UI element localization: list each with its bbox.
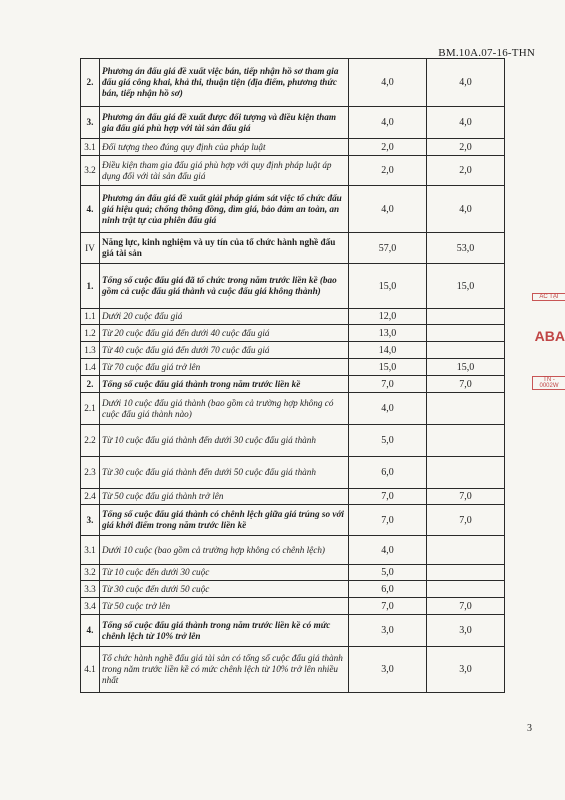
row-number: 2.3	[81, 457, 100, 489]
max-score: 4,0	[349, 536, 427, 565]
max-score: 3,0	[349, 647, 427, 693]
awarded-score: 53,0	[427, 233, 505, 264]
criterion-label: Từ 10 cuộc đấu giá thành đến dưới 30 cuộc đấu giá thành	[100, 425, 349, 457]
row-number: 3.	[81, 505, 100, 536]
max-score: 3,0	[349, 615, 427, 647]
max-score: 2,0	[349, 156, 427, 186]
criterion-label: Năng lực, kinh nghiệm và uy tín của tổ chức hành nghề đấu giá tài sản	[100, 233, 349, 264]
criterion-label: Tổng số cuộc đấu giá thành trong năm trước liền kề	[100, 376, 349, 393]
awarded-score	[427, 457, 505, 489]
row-number: 3.1	[81, 139, 100, 156]
max-score: 57,0	[349, 233, 427, 264]
table-row	[81, 59, 505, 107]
max-score: 5,0	[349, 565, 427, 581]
table-row	[81, 647, 505, 693]
table-row	[81, 489, 505, 505]
table-row	[81, 376, 505, 393]
criterion-label: Từ 70 cuộc đấu giá trở lên	[100, 359, 349, 376]
max-score: 15,0	[349, 264, 427, 309]
row-number: 4.	[81, 186, 100, 233]
criterion-label: Từ 10 cuộc đến dưới 30 cuộc	[100, 565, 349, 581]
row-number: 1.1	[81, 309, 100, 325]
awarded-score	[427, 536, 505, 565]
table-row	[81, 139, 505, 156]
criterion-label: Từ 30 cuộc đấu giá thành đến dưới 50 cuộc đấu giá thành	[100, 457, 349, 489]
criterion-label: Từ 20 cuộc đấu giá đến dưới 40 cuộc đấu giá	[100, 325, 349, 342]
awarded-score: 7,0	[427, 505, 505, 536]
criterion-label: Phương án đấu giá đề xuất được đối tượng và điều kiện tham gia đấu giá phù hợp với tài sản đấu giá	[100, 107, 349, 139]
table-row	[81, 156, 505, 186]
awarded-score: 7,0	[427, 489, 505, 505]
awarded-score: 4,0	[427, 107, 505, 139]
document-code: BM.10A.07-16-THN	[438, 47, 535, 59]
table-row	[81, 581, 505, 598]
table-row	[81, 107, 505, 139]
table-row	[81, 615, 505, 647]
table-row	[81, 359, 505, 376]
row-number: IV	[81, 233, 100, 264]
max-score: 6,0	[349, 457, 427, 489]
table-row	[81, 425, 505, 457]
criterion-label: Tổng số cuộc đấu giá đã tổ chức trong năm trước liền kề (bao gồm cả cuộc đấu giá thành và cuộc đấu giá không thành)	[100, 264, 349, 309]
max-score: 7,0	[349, 376, 427, 393]
max-score: 6,0	[349, 581, 427, 598]
table-row	[81, 309, 505, 325]
table-row	[81, 186, 505, 233]
row-number: 3.1	[81, 536, 100, 565]
max-score: 7,0	[349, 598, 427, 615]
criterion-label: Đối tượng theo đúng quy định của pháp luật	[100, 139, 349, 156]
awarded-score: 7,0	[427, 598, 505, 615]
awarded-score	[427, 581, 505, 598]
awarded-score	[427, 425, 505, 457]
table-row	[81, 325, 505, 342]
awarded-score: 2,0	[427, 156, 505, 186]
row-number: 2.2	[81, 425, 100, 457]
table-row	[81, 264, 505, 309]
criterion-label: Điều kiện tham gia đấu giá phù hợp với quy định pháp luật áp dụng đối với tài sản đấu giá	[100, 156, 349, 186]
row-number: 2.4	[81, 489, 100, 505]
scoring-table	[80, 58, 505, 693]
table-row	[81, 393, 505, 425]
awarded-score: 15,0	[427, 359, 505, 376]
row-number: 4.	[81, 615, 100, 647]
awarded-score	[427, 342, 505, 359]
max-score: 4,0	[349, 107, 427, 139]
max-score: 4,0	[349, 393, 427, 425]
row-number: 2.	[81, 59, 100, 107]
table-row	[81, 565, 505, 581]
criterion-label: Từ 50 cuộc đấu giá thành trở lên	[100, 489, 349, 505]
criterion-label: Dưới 10 cuộc đấu giá thành (bao gồm cả trường hợp không có cuộc đấu giá thành nào)	[100, 393, 349, 425]
row-number: 1.3	[81, 342, 100, 359]
max-score: 12,0	[349, 309, 427, 325]
margin-stamp-top: AC TẠI	[532, 293, 565, 301]
max-score: 7,0	[349, 489, 427, 505]
awarded-score: 4,0	[427, 59, 505, 107]
row-number: 3.3	[81, 581, 100, 598]
row-number: 3.2	[81, 156, 100, 186]
row-number: 3.2	[81, 565, 100, 581]
table-row	[81, 342, 505, 359]
table-row	[81, 233, 505, 264]
row-number: 4.1	[81, 647, 100, 693]
row-number: 2.1	[81, 393, 100, 425]
row-number: 1.	[81, 264, 100, 309]
row-number: 3.4	[81, 598, 100, 615]
max-score: 4,0	[349, 186, 427, 233]
max-score: 4,0	[349, 59, 427, 107]
max-score: 13,0	[349, 325, 427, 342]
awarded-score: 3,0	[427, 647, 505, 693]
max-score: 5,0	[349, 425, 427, 457]
awarded-score	[427, 309, 505, 325]
table-row	[81, 598, 505, 615]
awarded-score	[427, 565, 505, 581]
criterion-label: Từ 50 cuộc trở lên	[100, 598, 349, 615]
awarded-score: 3,0	[427, 615, 505, 647]
margin-stamp-bottom: TN - 0002W	[532, 376, 565, 390]
row-number: 1.2	[81, 325, 100, 342]
criterion-label: Từ 30 cuộc đến dưới 50 cuộc	[100, 581, 349, 598]
row-number: 1.4	[81, 359, 100, 376]
max-score: 7,0	[349, 505, 427, 536]
criterion-label: Dưới 10 cuộc (bao gồm cả trường hợp không có chênh lệch)	[100, 536, 349, 565]
table-row	[81, 457, 505, 489]
row-number: 2.	[81, 376, 100, 393]
margin-stamp-big: ABA	[534, 328, 565, 344]
criterion-label: Tổ chức hành nghề đấu giá tài sản có tổng số cuộc đấu giá thành trong năm trước liền kề có mức chênh lệch từ 10% trở lên nhiều nhất	[100, 647, 349, 693]
table-row	[81, 505, 505, 536]
max-score: 2,0	[349, 139, 427, 156]
table-row	[81, 536, 505, 565]
awarded-score	[427, 325, 505, 342]
criterion-label: Tổng số cuộc đấu giá thành trong năm trước liền kề có mức chênh lệch từ 10% trở lên	[100, 615, 349, 647]
awarded-score: 15,0	[427, 264, 505, 309]
max-score: 14,0	[349, 342, 427, 359]
criterion-label: Phương án đấu giá đề xuất việc bán, tiếp nhận hồ sơ tham gia đấu giá công khai, khả thi, thuận tiện (địa điểm, phương thức bán, tiếp nhận hồ sơ)	[100, 59, 349, 107]
page-number: 3	[527, 723, 532, 734]
criterion-label: Từ 40 cuộc đấu giá đến dưới 70 cuộc đấu giá	[100, 342, 349, 359]
criterion-label: Tổng số cuộc đấu giá thành có chênh lệch giữa giá trúng so với giá khởi điểm trong năm trước liền kề	[100, 505, 349, 536]
awarded-score: 4,0	[427, 186, 505, 233]
criterion-label: Phương án đấu giá đề xuất giải pháp giám sát việc tổ chức đấu giá hiệu quả; chống thông đồng, dìm giá, bảo đảm an toàn, an ninh trật tự của phiên đấu giá	[100, 186, 349, 233]
max-score: 15,0	[349, 359, 427, 376]
awarded-score	[427, 393, 505, 425]
awarded-score: 2,0	[427, 139, 505, 156]
awarded-score: 7,0	[427, 376, 505, 393]
criterion-label: Dưới 20 cuộc đấu giá	[100, 309, 349, 325]
row-number: 3.	[81, 107, 100, 139]
